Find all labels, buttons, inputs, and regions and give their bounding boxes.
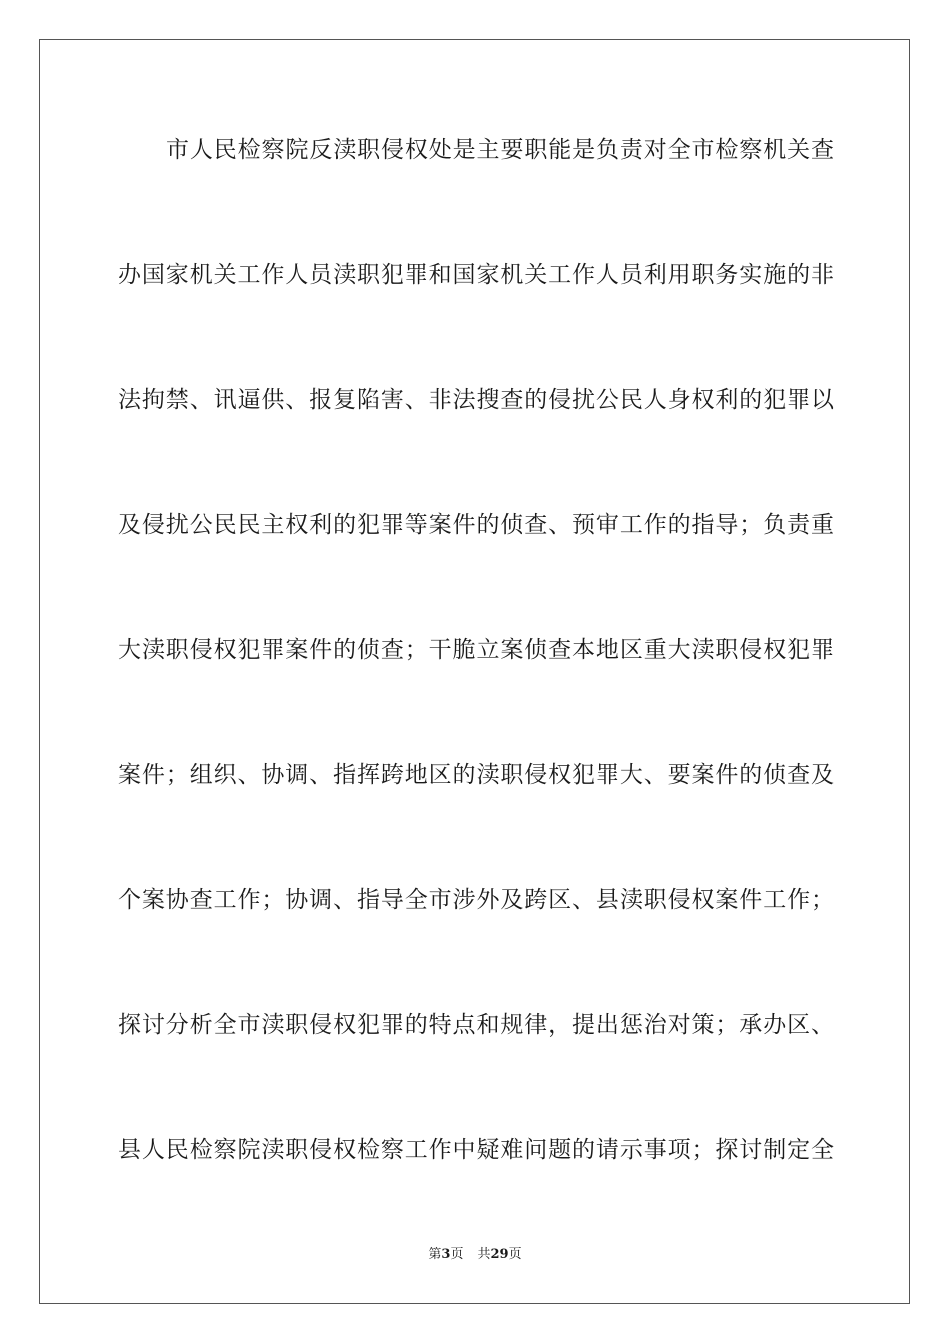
text-line: 案件；组织、协调、指挥跨地区的渎职侵权犯罪大、要案件的侦查及 bbox=[118, 762, 834, 788]
page-number: 3 bbox=[441, 1247, 451, 1262]
text-line: 及侵扰公民民主权利的犯罪等案件的侦查、预审工作的指导；负责重 bbox=[118, 512, 834, 538]
page-border bbox=[39, 39, 910, 1304]
total-suffix: 页 bbox=[508, 1247, 522, 1262]
page-prefix: 第 bbox=[428, 1247, 442, 1262]
total-pages: 29 bbox=[490, 1247, 509, 1262]
text-line: 法拘禁、讯逼供、报复陷害、非法搜查的侵扰公民人身权利的犯罪以 bbox=[118, 387, 834, 413]
total-prefix: 共 bbox=[477, 1247, 491, 1262]
text-line: 县人民检察院渎职侵权检察工作中疑难问题的请示事项；探讨制定全 bbox=[118, 1137, 834, 1163]
page-footer bbox=[0, 1246, 950, 1264]
page-suffix: 页 bbox=[450, 1247, 464, 1262]
text-line: 办国家机关工作人员渎职犯罪和国家机关工作人员利用职务实施的非 bbox=[118, 262, 834, 288]
text-line: 个案协查工作；协调、指导全市涉外及跨区、县渎职侵权案件工作； bbox=[118, 887, 834, 913]
text-line: 大渎职侵权犯罪案件的侦查；干脆立案侦查本地区重大渎职侵权犯罪 bbox=[118, 637, 834, 663]
text-line: 探讨分析全市渎职侵权犯罪的特点和规律，提出惩治对策；承办区、 bbox=[118, 1012, 834, 1038]
text-line: 市人民检察院反渎职侵权处是主要职能是负责对全市检察机关查 bbox=[166, 137, 834, 163]
